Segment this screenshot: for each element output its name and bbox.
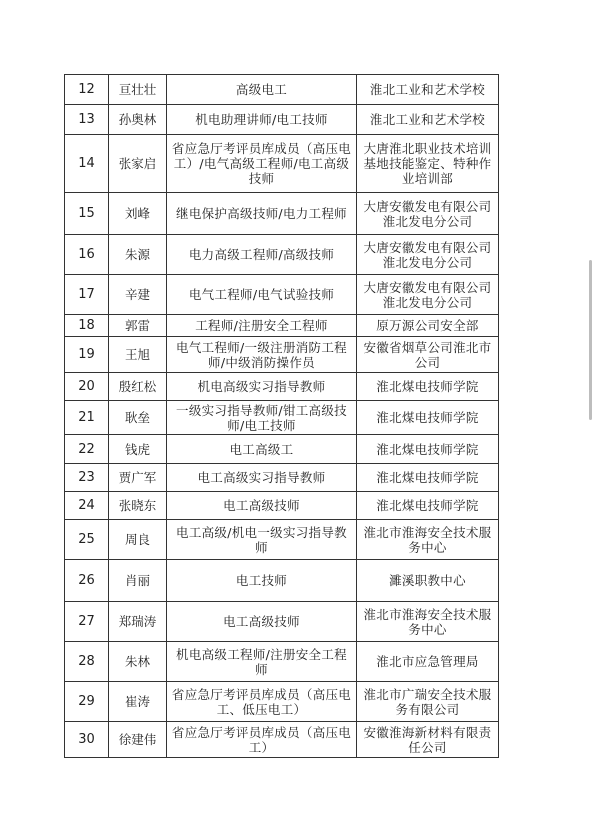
table-row [65,464,499,492]
work-unit: 淮北工业和艺术学校 [357,75,499,105]
work-unit: 淮北煤电技师学院 [357,401,499,435]
work-unit: 原万源公司安全部 [357,315,499,337]
person-name: 朱源 [109,235,167,275]
table-row [65,560,499,602]
table-row [65,337,499,373]
row-number: 20 [65,373,109,401]
professional-title: 电工高级技师 [167,602,357,642]
row-number: 28 [65,642,109,682]
professional-title: 机电助理讲师/电工技师 [167,105,357,135]
work-unit: 大唐淮北职业技术培训基地技能鉴定、特种作业培训部 [357,135,499,193]
row-number: 18 [65,315,109,337]
person-name: 肖丽 [109,560,167,602]
scrollbar[interactable] [589,260,592,420]
professional-title: 省应急厅考评员库成员（高压电工）/电气高级工程师/电工高级技师 [167,135,357,193]
person-name: 郑瑞涛 [109,602,167,642]
table-row [65,315,499,337]
person-name: 崔涛 [109,682,167,722]
row-number: 17 [65,275,109,315]
expert-roster-table [64,74,499,758]
professional-title: 电力高级工程师/高级技师 [167,235,357,275]
table-row [65,602,499,642]
table-row [65,435,499,464]
person-name: 张晓东 [109,492,167,520]
work-unit: 安徽淮海新材料有限责任公司 [357,722,499,758]
work-unit: 淮北煤电技师学院 [357,492,499,520]
row-number: 23 [65,464,109,492]
person-name: 孙奥林 [109,105,167,135]
professional-title: 电气工程师/一级注册消防工程师/中级消防操作员 [167,337,357,373]
table-row [65,682,499,722]
person-name: 钱虎 [109,435,167,464]
table-row [65,275,499,315]
professional-title: 电工高级技师 [167,492,357,520]
professional-title: 继电保护高级技师/电力工程师 [167,193,357,235]
row-number: 29 [65,682,109,722]
professional-title: 工程师/注册安全工程师 [167,315,357,337]
table-row [65,75,499,105]
work-unit: 淮北煤电技师学院 [357,464,499,492]
professional-title: 电工高级工 [167,435,357,464]
person-name: 周良 [109,520,167,560]
professional-title: 高级电工 [167,75,357,105]
work-unit: 濉溪职教中心 [357,560,499,602]
table-row [65,492,499,520]
row-number: 25 [65,520,109,560]
person-name: 郭雷 [109,315,167,337]
work-unit: 淮北市应急管理局 [357,642,499,682]
row-number: 22 [65,435,109,464]
table-row [65,722,499,758]
work-unit: 淮北煤电技师学院 [357,435,499,464]
table-row [65,105,499,135]
row-number: 13 [65,105,109,135]
professional-title: 省应急厅考评员库成员（高压电工、低压电工） [167,682,357,722]
row-number: 24 [65,492,109,520]
person-name: 王旭 [109,337,167,373]
work-unit: 淮北市淮海安全技术服务中心 [357,602,499,642]
work-unit: 安徽省烟草公司淮北市公司 [357,337,499,373]
professional-title: 电工技师 [167,560,357,602]
table-row [65,642,499,682]
table-row [65,193,499,235]
person-name: 耿垒 [109,401,167,435]
person-name: 张家启 [109,135,167,193]
row-number: 16 [65,235,109,275]
table-row [65,235,499,275]
professional-title: 省应急厅考评员库成员（高压电工） [167,722,357,758]
row-number: 19 [65,337,109,373]
table-row [65,135,499,193]
row-number: 15 [65,193,109,235]
work-unit: 淮北工业和艺术学校 [357,105,499,135]
professional-title: 一级实习指导教师/钳工高级技师/电工技师 [167,401,357,435]
work-unit: 大唐安徽发电有限公司淮北发电分公司 [357,193,499,235]
person-name: 辛建 [109,275,167,315]
work-unit: 大唐安徽发电有限公司淮北发电分公司 [357,275,499,315]
work-unit: 淮北市淮海安全技术服务中心 [357,520,499,560]
row-number: 27 [65,602,109,642]
row-number: 14 [65,135,109,193]
table-row [65,373,499,401]
professional-title: 机电高级实习指导教师 [167,373,357,401]
person-name: 朱林 [109,642,167,682]
table-row [65,401,499,435]
row-number: 26 [65,560,109,602]
professional-title: 电工高级实习指导教师 [167,464,357,492]
work-unit: 淮北煤电技师学院 [357,373,499,401]
person-name: 刘峰 [109,193,167,235]
work-unit: 淮北市广瑞安全技术服务有限公司 [357,682,499,722]
professional-title: 电工高级/机电一级实习指导教师 [167,520,357,560]
table-row [65,520,499,560]
person-name: 殷红松 [109,373,167,401]
professional-title: 电气工程师/电气试验技师 [167,275,357,315]
person-name: 亘壮壮 [109,75,167,105]
professional-title: 机电高级工程师/注册安全工程师 [167,642,357,682]
person-name: 徐建伟 [109,722,167,758]
row-number: 30 [65,722,109,758]
row-number: 21 [65,401,109,435]
row-number: 12 [65,75,109,105]
person-name: 贾广军 [109,464,167,492]
work-unit: 大唐安徽发电有限公司淮北发电分公司 [357,235,499,275]
